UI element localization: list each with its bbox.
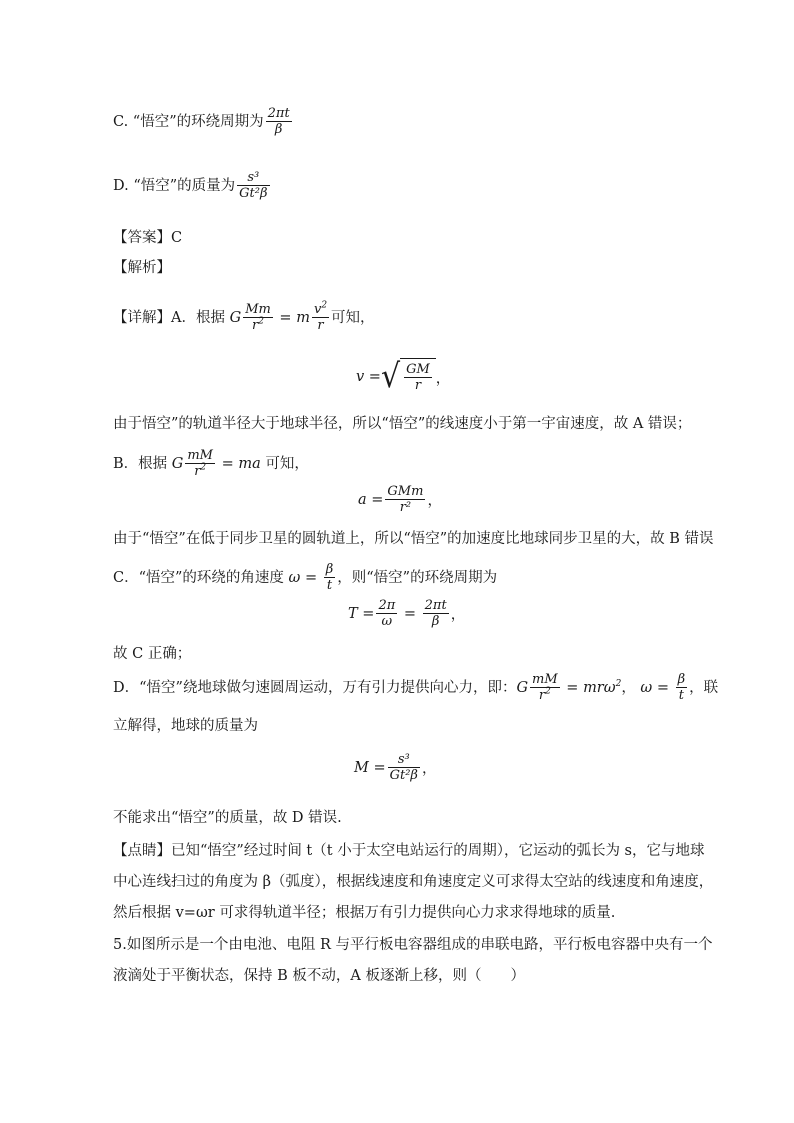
- detail-c-line: C．“悟空”的环绕的角速度 ω = $\frac{\beta}{t}$ ，则“悟空”的环绕周期为: [113, 562, 498, 593]
- analysis-heading: 【解析】: [113, 260, 171, 276]
- option-d-fraction: $\frac{\text{s³}}{\text{Gt²β}}$: [239, 170, 268, 201]
- equation-T: T = $\frac{2\pi}{\omega}$ = $\frac{2\pi t}{\beta}$ ，: [348, 598, 466, 629]
- option-d: [113, 170, 272, 201]
- comment-line-1: 【点睛】已知“悟空”经过时间 t（t 小于太空电站运行的周期），它运动的弧长为 s，它与地球: [113, 843, 705, 859]
- question-5-line-1: 5.如图所示是一个由电池、电阻 R 与平行板电容器组成的串联电路，平行板电容器中央有一个: [113, 937, 713, 953]
- option-c-fraction: $\frac{2\pi t}{\beta}$: [267, 106, 290, 137]
- question-5-line-2: 液滴处于平衡状态，保持 B 板不动，A 板逐渐上移，则（ ）: [113, 968, 525, 984]
- option-c: [113, 106, 294, 137]
- equation-v: v = √ $\frac{GM}{r}$ ，: [356, 357, 451, 396]
- equation-M: M = $\frac{\text{s³}}{\text{Gt²β}}$ ，: [354, 752, 437, 783]
- detail-a-conclusion: 由于悟空”的轨道半径大于地球半径，所以“悟空”的线速度小于第一宇宙速度，故 A 错误；: [113, 416, 692, 432]
- detail-d-conclusion: 不能求出“悟空”的质量，故 D 错误.: [113, 810, 342, 826]
- option-c-text: C. “悟空”的环绕周期为: [113, 113, 264, 130]
- comment-line-3: 然后根据 v=ωr 可求得轨道半径；根据万有引力提供向心力求求得地球的质量.: [113, 905, 616, 921]
- detail-d-line: D．“悟空”绕地球做匀速圆周运动，万有引力提供向心力，即： G $\frac{mM}{r^2}$ = mrω$^2$ ， ω = $\frac{\beta}{t}$ ，联: [113, 672, 719, 703]
- detail-d-line-2: 立解得，地球的质量为: [113, 718, 258, 734]
- detail-b-conclusion: 由于“悟空”在低于同步卫星的圆轨道上，所以“悟空”的加速度比地球同步卫星的大，故 B 错误: [113, 531, 714, 547]
- detail-a-line: 【详解】A．根据 G $\frac{Mm}{r^2}$ = m $\frac{v^2}{r}$ 可知，: [113, 300, 375, 333]
- option-d-text: D. “悟空”的质量为: [113, 177, 236, 194]
- detail-b-line: B．根据 G $\frac{mM}{r^2}$ = ma 可知，: [113, 448, 309, 479]
- detail-c-conclusion: 故 C 正确；: [113, 646, 192, 662]
- answer-line: 【答案】C: [113, 230, 183, 246]
- equation-a: a = $\frac{\text{GMm}}{\text{r²}}$ ，: [358, 484, 442, 515]
- comment-line-2: 中心连线扫过的角度为 β（弧度），根据线速度和角速度定义可求得太空站的线速度和角速度，: [113, 874, 714, 890]
